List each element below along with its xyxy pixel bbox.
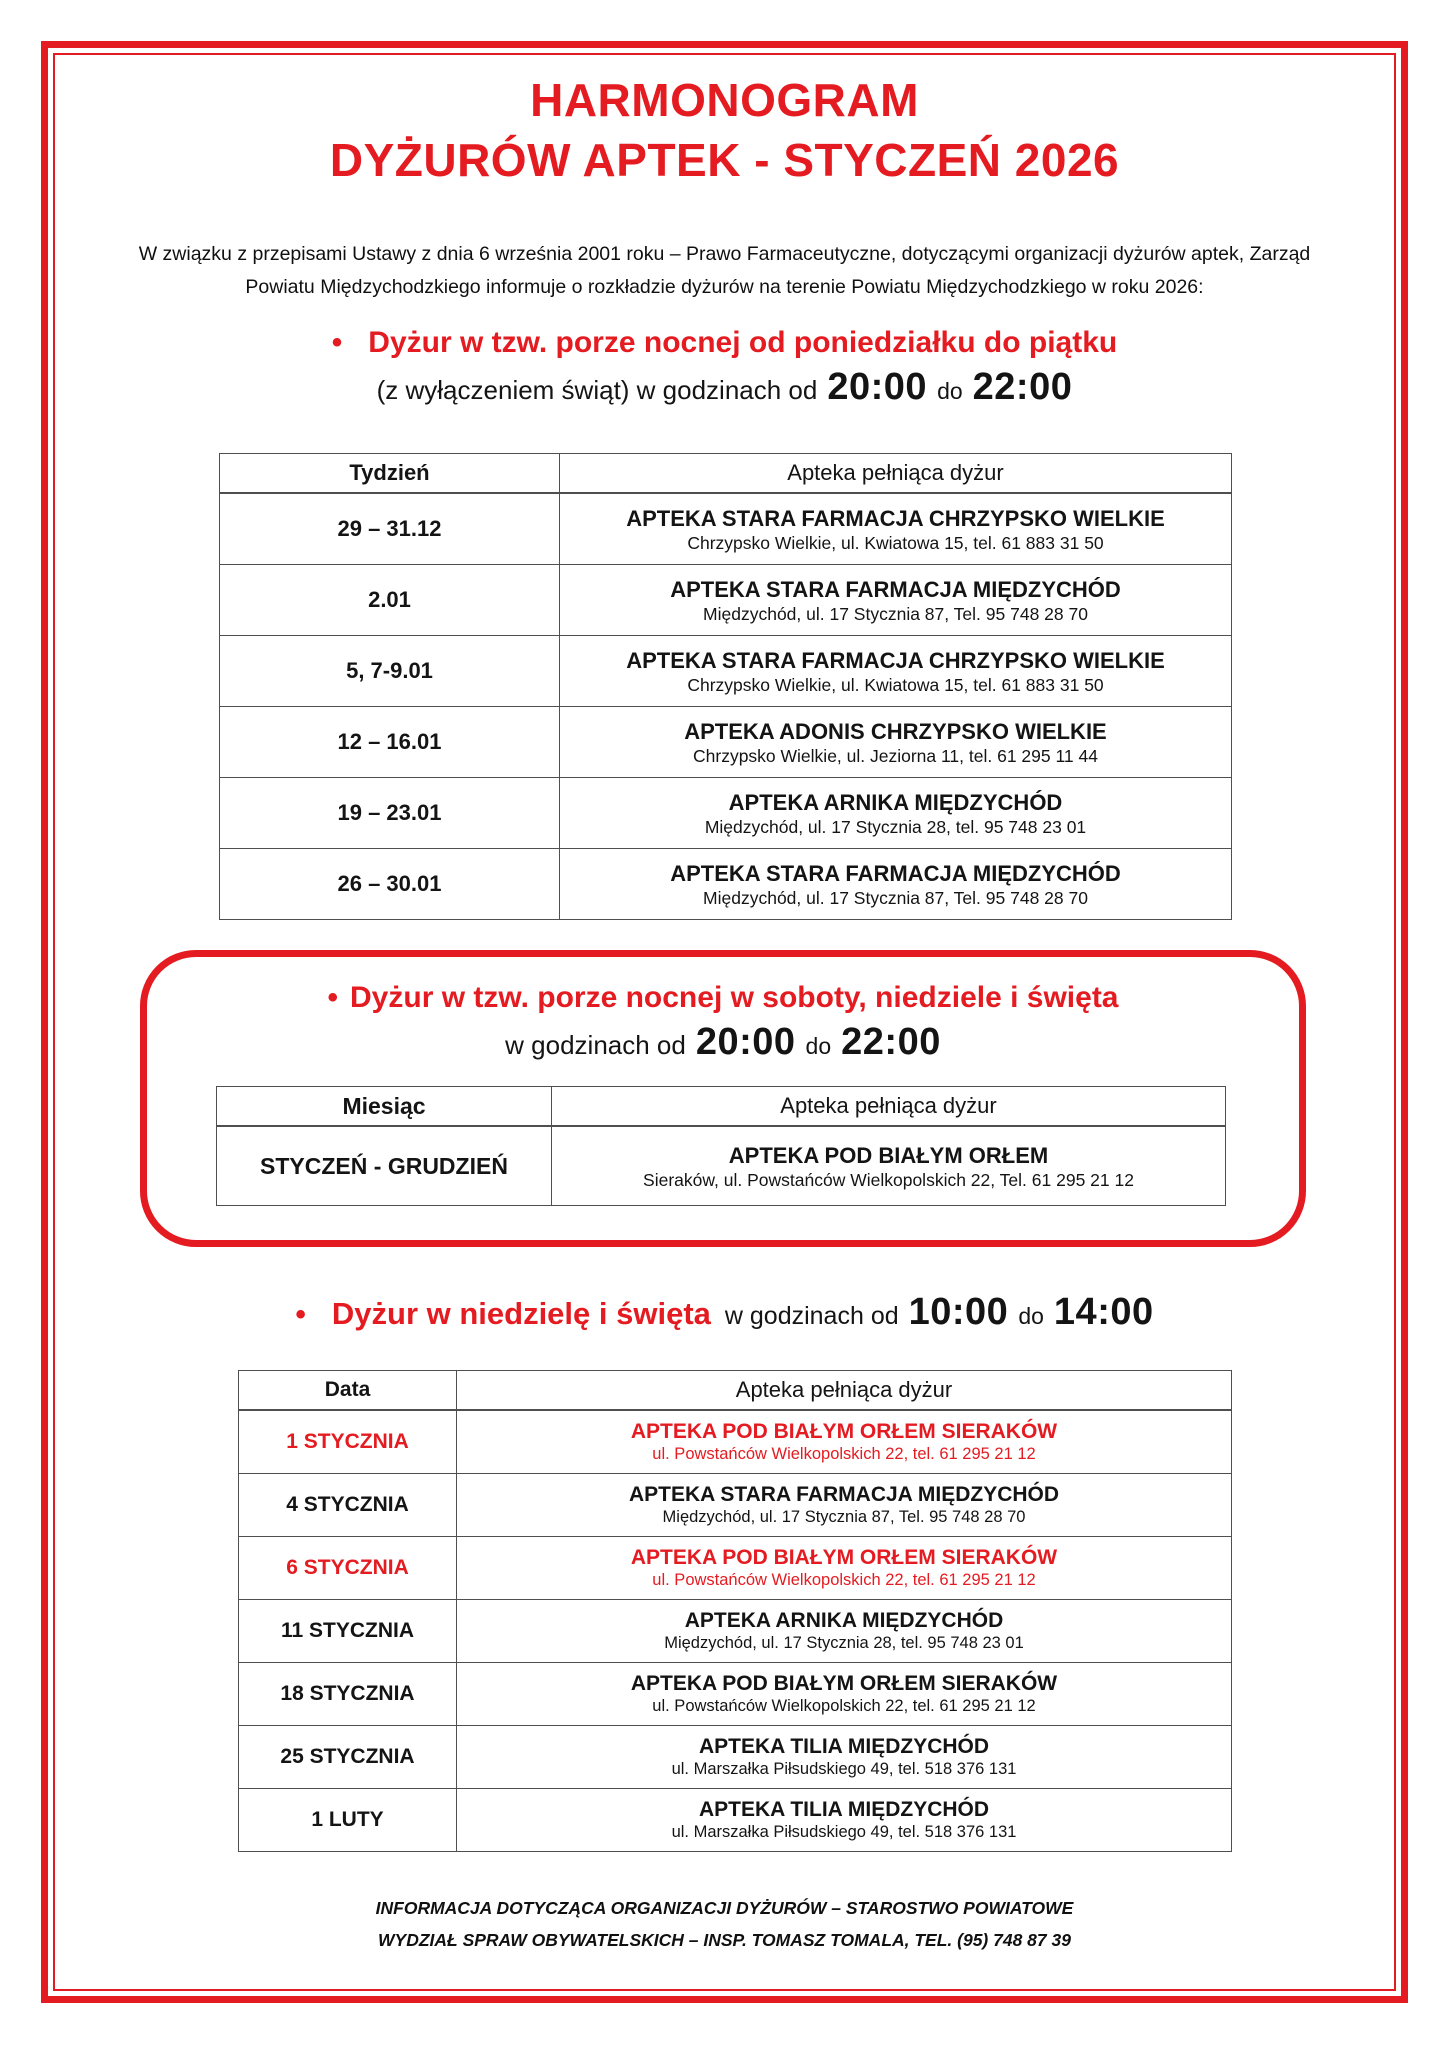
weekend-time-to: 22:00 [841,1021,941,1063]
weekday-hours-line [0,366,1449,409]
pharmacy-name: APTEKA STARA FARMACJA MIĘDZYCHÓD [670,576,1121,602]
duty-date: 18 STYCZNIA [239,1663,457,1726]
sunday-hours-prefix: w godzinach od [724,1302,899,1330]
duty-pharmacy-cell [560,565,1232,636]
duty-pharmacy-cell [457,1789,1232,1852]
bullet-icon: • [295,1298,306,1331]
column-header-pharmacy: Apteka pełniąca dyżur [457,1371,1232,1411]
table-row-holiday [239,1537,1232,1600]
table-row [220,565,1232,636]
duty-period: 29 – 31.12 [220,493,560,565]
duty-pharmacy-cell [560,493,1232,565]
page-title-line1: HARMONOGRAM [530,74,919,126]
pharmacy-address: Międzychód, ul. 17 Stycznia 28, tel. 95 748 23 01 [704,816,1087,837]
pharmacy-address: ul. Marszałka Piłsudskiego 49, tel. 518 376 131 [671,1760,1017,1778]
weekend-night-duty-box [140,950,1306,1247]
duty-period: 5, 7-9.01 [220,636,560,707]
weekend-section-heading [147,981,1299,1015]
duty-pharmacy-cell [457,1663,1232,1726]
pharmacy-address: Chrzypsko Wielkie, ul. Kwiatowa 15, tel. 61 883 31 50 [687,532,1104,553]
pharmacy-address: Międzychód, ul. 17 Stycznia 87, Tel. 95 748 28 70 [662,1508,1026,1526]
weekend-hours-line [147,1021,1299,1064]
weekday-heading-text: Dyżur w tzw. porze nocnej od poniedziałku do piątku [368,326,1118,359]
duty-pharmacy-cell [560,778,1232,849]
duty-pharmacy-cell [560,636,1232,707]
pharmacy-address: Chrzypsko Wielkie, ul. Jeziorna 11, tel. 61 295 11 44 [693,745,1098,766]
pharmacy-name: APTEKA STARA FARMACJA CHRZYPSKO WIELKIE [626,505,1165,531]
weekend-heading-text: Dyżur w tzw. porze nocnej w soboty, niedziele i święta [350,981,1119,1014]
duty-pharmacy-cell [457,1410,1232,1474]
pharmacy-address: Międzychód, ul. 17 Stycznia 28, tel. 95 748 23 01 [664,1634,1024,1652]
page-title [0,70,1449,190]
sunday-hours-connector: do [1018,1303,1044,1329]
weekday-time-from: 20:00 [827,366,928,408]
weekday-hours-prefix: (z wyłączeniem świąt) w godzinach od [376,375,818,405]
footer-line2: WYDZIAŁ SPRAW OBYWATELSKICH – INSP. TOMASZ TOMALA, TEL. (95) 748 87 39 [378,1930,1071,1950]
duty-pharmacy-cell [552,1126,1226,1206]
weekend-duty-table [216,1086,1226,1206]
duty-date: 4 STYCZNIA [239,1474,457,1537]
pharmacy-name: APTEKA STARA FARMACJA MIĘDZYCHÓD [628,1483,1060,1506]
table-row [220,849,1232,920]
table-row [239,1600,1232,1663]
pharmacy-address: ul. Powstańców Wielkopolskich 22, tel. 61 295 21 12 [652,1571,1036,1589]
duty-pharmacy-cell [560,707,1232,778]
duty-pharmacy-cell [457,1726,1232,1789]
page-title-line2: DYŻURÓW APTEK - STYCZEŃ 2026 [329,134,1120,186]
bullet-icon: • [327,981,339,1014]
table-row [239,1474,1232,1537]
pharmacy-address: ul. Powstańców Wielkopolskich 22, tel. 61 295 21 12 [652,1445,1036,1463]
pharmacy-address: ul. Powstańców Wielkopolskich 22, tel. 61 295 21 12 [652,1697,1036,1715]
table-header-row [239,1371,1232,1411]
duty-date: 25 STYCZNIA [239,1726,457,1789]
table-row [239,1663,1232,1726]
duty-date: 11 STYCZNIA [239,1600,457,1663]
weekday-duty-table [219,453,1232,920]
pharmacy-address: Międzychód, ul. 17 Stycznia 87, Tel. 95 748 28 70 [703,603,1088,624]
table-row [220,707,1232,778]
table-row [220,778,1232,849]
duty-date: 1 LUTY [239,1789,457,1852]
footer-note [0,1892,1449,1956]
weekday-hours-connector: do [937,378,963,404]
weekend-hours-prefix: w godzinach od [505,1030,686,1060]
sunday-duty-table [238,1370,1232,1852]
pharmacy-name: APTEKA STARA FARMACJA CHRZYPSKO WIELKIE [626,647,1165,673]
pharmacy-name: APTEKA POD BIAŁYM ORŁEM SIERAKÓW [630,1672,1058,1695]
pharmacy-address: ul. Marszałka Piłsudskiego 49, tel. 518 376 131 [671,1823,1017,1841]
weekday-time-to: 22:00 [972,366,1073,408]
pharmacy-name: APTEKA POD BIAŁYM ORŁEM SIERAKÓW [630,1420,1058,1443]
column-header-month: Miesiąc [217,1087,552,1127]
pharmacy-name: APTEKA ARNIKA MIĘDZYCHÓD [728,789,1063,815]
sunday-time-to: 14:00 [1053,1291,1154,1333]
pharmacy-address: Sieraków, ul. Powstańców Wielkopolskich 22, Tel. 61 295 21 12 [643,1169,1134,1190]
pharmacy-address: Międzychód, ul. 17 Stycznia 87, Tel. 95 748 28 70 [703,887,1088,908]
duty-period: STYCZEŃ - GRUDZIEŃ [217,1126,552,1206]
column-header-pharmacy: Apteka pełniąca dyżur [560,454,1232,494]
pharmacy-name: APTEKA TILIA MIĘDZYCHÓD [698,1735,990,1758]
table-row [239,1789,1232,1852]
pharmacy-name: APTEKA TILIA MIĘDZYCHÓD [698,1798,990,1821]
table-row [239,1726,1232,1789]
weekend-hours-connector: do [805,1033,832,1059]
duty-pharmacy-cell [457,1474,1232,1537]
duty-date: 1 STYCZNIA [239,1410,457,1474]
table-row [217,1126,1226,1206]
pharmacy-address: Chrzypsko Wielkie, ul. Kwiatowa 15, tel. 61 883 31 50 [687,674,1104,695]
sunday-heading-text: Dyżur w niedzielę i święta [331,1296,711,1331]
footer-line1: INFORMACJA DOTYCZĄCA ORGANIZACJI DYŻURÓW – STAROSTWO POWIATOWE [375,1898,1074,1918]
pharmacy-name: APTEKA ARNIKA MIĘDZYCHÓD [684,1609,1004,1632]
sunday-time-from: 10:00 [908,1291,1009,1333]
bullet-icon: • [331,326,343,359]
duty-pharmacy-cell [560,849,1232,920]
weekend-time-from: 20:00 [695,1021,796,1063]
pharmacy-name: APTEKA POD BIAŁYM ORŁEM [728,1142,1049,1168]
column-header-week: Tydzień [220,454,560,494]
table-row-holiday [239,1410,1232,1474]
table-header-row [220,454,1232,494]
table-row [220,493,1232,565]
table-row [220,636,1232,707]
duty-period: 2.01 [220,565,560,636]
sunday-section-heading [0,1291,1449,1334]
pharmacy-name: APTEKA ADONIS CHRZYPSKO WIELKIE [684,718,1107,744]
column-header-pharmacy: Apteka pełniąca dyżur [552,1087,1226,1127]
duty-period: 12 – 16.01 [220,707,560,778]
table-header-row [217,1087,1226,1127]
weekday-section-heading [0,326,1449,360]
duty-period: 26 – 30.01 [220,849,560,920]
pharmacy-name: APTEKA POD BIAŁYM ORŁEM SIERAKÓW [630,1546,1058,1569]
duty-pharmacy-cell [457,1600,1232,1663]
pharmacy-name: APTEKA STARA FARMACJA MIĘDZYCHÓD [670,860,1121,886]
duty-date: 6 STYCZNIA [239,1537,457,1600]
column-header-date: Data [239,1371,457,1411]
duty-pharmacy-cell [457,1537,1232,1600]
duty-period: 19 – 23.01 [220,778,560,849]
intro-paragraph: W związku z przepisami Ustawy z dnia 6 września 2001 roku – Prawo Farmaceutyczne, dotyczącymi organizacji dyżurów aptek, Zarząd Powiatu Międzychodzkiego informuje o rozkładzie dyżurów na terenie Powiatu Międzychodzkiego w roku 2026: [138,243,1311,298]
